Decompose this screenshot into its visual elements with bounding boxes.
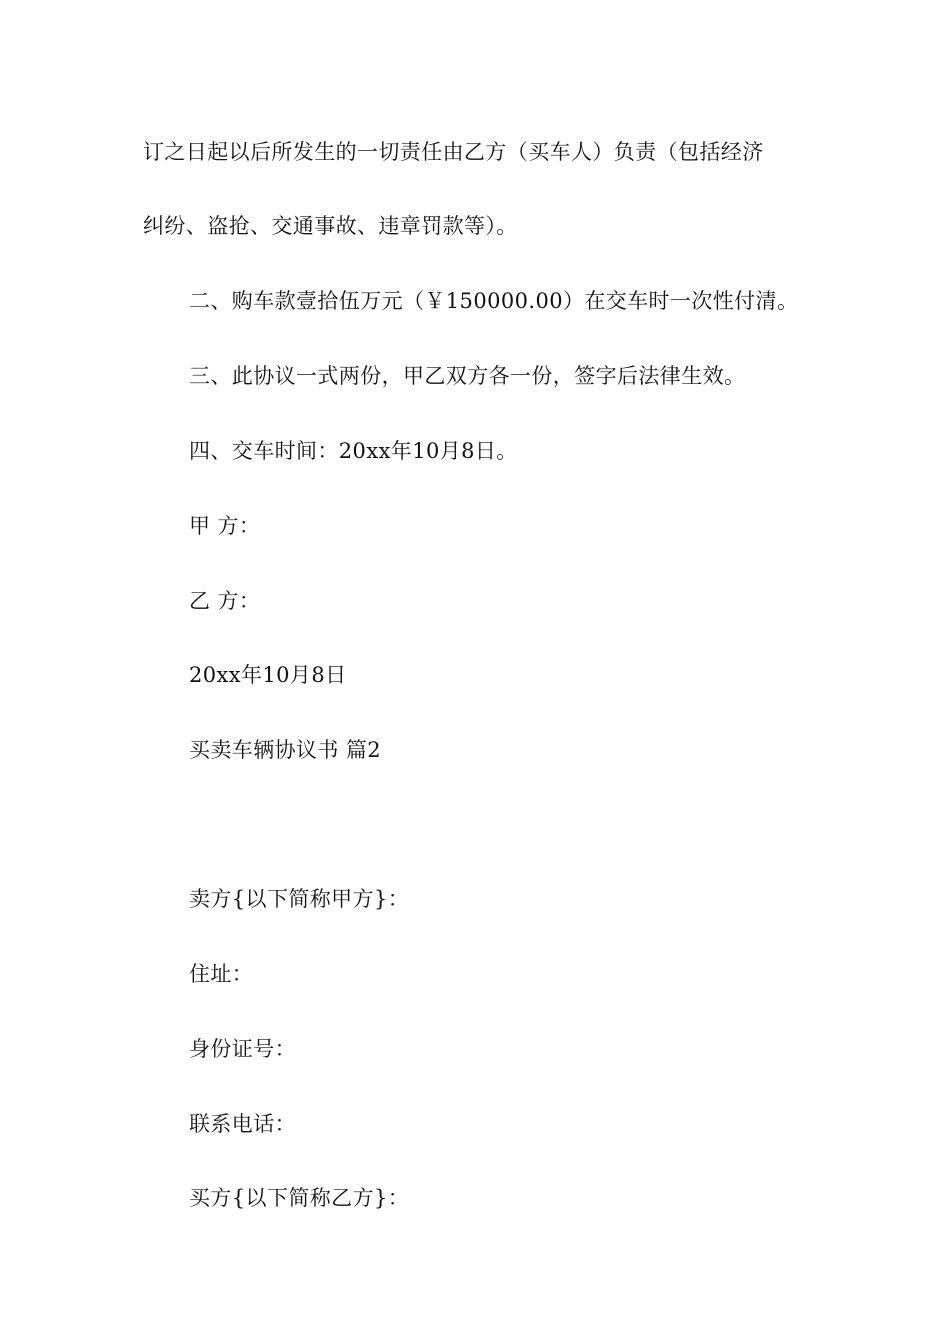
clause-three: 三、此协议一式两份，甲乙双方各一份，签字后法律生效。	[189, 364, 746, 388]
seller-label: 卖方{以下简称甲方}：	[189, 887, 410, 911]
address-label: 住址：	[189, 962, 254, 986]
paragraph-line: 纠纷、盗抢、交通事故、违章罚款等）。	[143, 214, 518, 238]
clause-four: 四、交车时间：20xx年10月8日。	[189, 439, 518, 463]
id-number-label: 身份证号：	[189, 1037, 296, 1061]
phone-label: 联系电话：	[189, 1112, 296, 1136]
signing-date: 20xx年10月8日	[189, 663, 347, 687]
party-b-signature: 乙 方：	[189, 589, 261, 613]
clause-two: 二、购车款壹拾伍万元（￥150000.00）在交车时一次性付清。	[189, 289, 799, 313]
section-title: 买卖车辆协议书 篇2	[189, 738, 382, 762]
party-a-signature: 甲 方：	[189, 514, 261, 538]
paragraph-line: 订之日起以后所发生的一切责任由乙方（买车人）负责（包括经济	[143, 140, 764, 164]
buyer-label: 买方{以下简称乙方}：	[189, 1186, 410, 1210]
